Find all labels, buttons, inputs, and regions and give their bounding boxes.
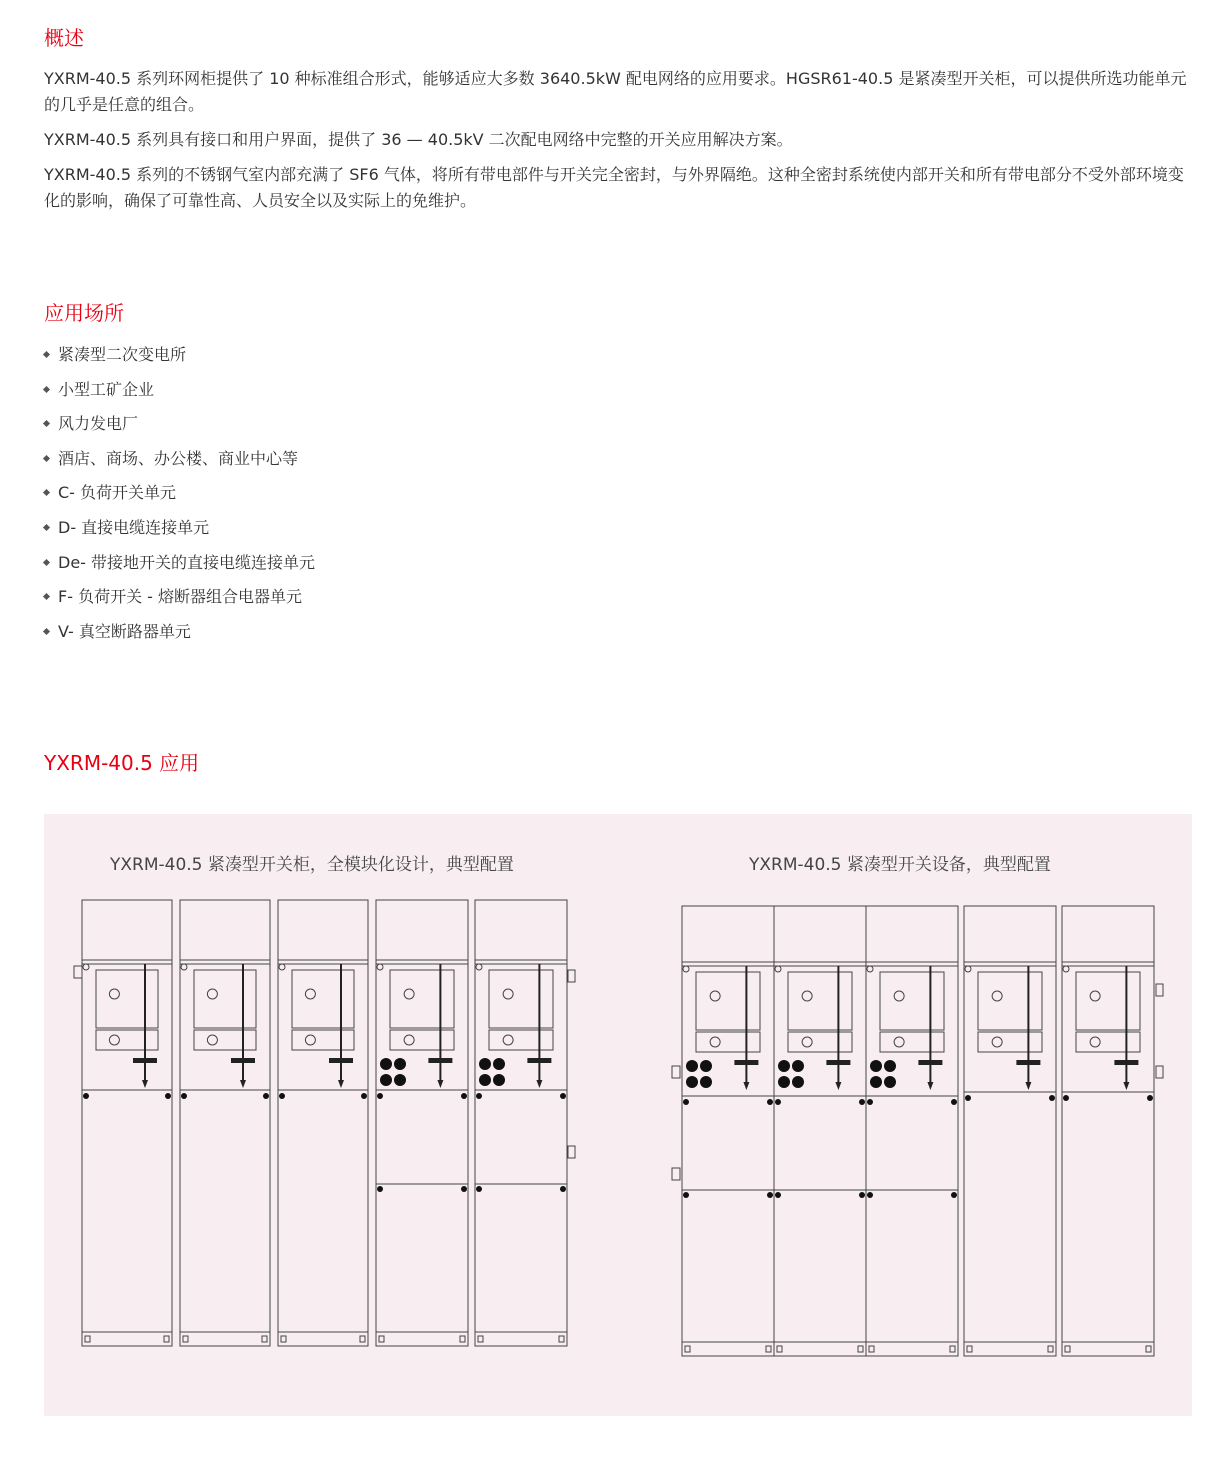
overview-paragraph-1: YXRM-40.5 系列环网柜提供了 10 种标准组合形式，能够适应大多数 3640.5kW 配电网络的应用要求。HGSR61-40.5 是紧凑型开关柜，可以提供所选功能单元的几乎是任意的组合。 <box>44 69 1187 114</box>
indicator-icon <box>792 1060 804 1072</box>
switch-symbol-icon <box>503 989 513 999</box>
bolt-icon <box>476 1186 482 1192</box>
control-panel <box>390 970 454 1028</box>
foot-icon <box>379 1336 384 1342</box>
diamond-bullet-icon <box>43 628 50 635</box>
arrow-down-icon <box>1123 1082 1129 1090</box>
gauge-icon <box>279 964 285 970</box>
foot-icon <box>1065 1346 1070 1352</box>
busbar <box>1062 962 1154 966</box>
gauge-icon <box>867 966 873 972</box>
diamond-bullet-icon <box>43 524 50 531</box>
side-handle-icon <box>568 970 575 982</box>
bolt-icon <box>560 1186 566 1192</box>
control-panel <box>489 970 553 1028</box>
switch-symbol-icon <box>207 1035 217 1045</box>
terminal-block <box>826 1060 850 1065</box>
bolt-icon <box>361 1093 367 1099</box>
diagram-left-title: YXRM-40.5 紧凑型开关柜，全模块化设计，典型配置 <box>110 855 514 875</box>
switch-symbol-icon <box>404 1035 414 1045</box>
gauge-icon <box>965 966 971 972</box>
foot-icon <box>262 1336 267 1342</box>
switchgear-diagram-right <box>672 906 1172 1366</box>
bolt-icon <box>377 1093 383 1099</box>
terminal-block <box>918 1060 942 1065</box>
terminal-block <box>231 1058 255 1063</box>
diagram-right-title: YXRM-40.5 紧凑型开关设备，典型配置 <box>749 855 1051 875</box>
diamond-bullet-icon <box>43 420 50 427</box>
bolt-icon <box>377 1186 383 1192</box>
busbar <box>866 962 958 966</box>
arrow-down-icon <box>1025 1082 1031 1090</box>
bolt-icon <box>867 1099 873 1105</box>
mechanism-panel <box>390 1030 454 1050</box>
overview-paragraph-2: YXRM-40.5 系列具有接口和用户界面，提供了 36 — 40.5kV 二次配电网络中完整的开关应用解决方案。 <box>44 130 793 149</box>
bolt-icon <box>1063 1095 1069 1101</box>
switch-symbol-icon <box>503 1035 513 1045</box>
diamond-bullet-icon <box>43 593 50 600</box>
indicator-icon <box>686 1060 698 1072</box>
switch-symbol-icon <box>1090 991 1100 1001</box>
indicator-icon <box>686 1076 698 1088</box>
bolt-icon <box>951 1099 957 1105</box>
foot-icon <box>360 1336 365 1342</box>
indicator-icon <box>479 1058 491 1070</box>
list-item: D- 直接电缆连接单元 <box>44 515 315 550</box>
side-handle-icon <box>672 1168 680 1180</box>
busbar <box>180 960 270 964</box>
terminal-block <box>133 1058 157 1063</box>
control-panel <box>1076 972 1140 1030</box>
applications-title: 应用场所 <box>44 301 124 325</box>
indicator-icon <box>394 1058 406 1070</box>
bolt-icon <box>83 1093 89 1099</box>
busbar <box>964 962 1056 966</box>
mechanism-panel <box>96 1030 158 1050</box>
mechanism-panel <box>696 1032 760 1052</box>
gauge-icon <box>683 966 689 972</box>
foot-icon <box>858 1346 863 1352</box>
diamond-bullet-icon <box>43 351 50 358</box>
foot-icon <box>460 1336 465 1342</box>
bolt-icon <box>683 1192 689 1198</box>
foot-icon <box>777 1346 782 1352</box>
terminal-block <box>527 1058 551 1063</box>
gauge-icon <box>775 966 781 972</box>
foot-icon <box>559 1336 564 1342</box>
switch-symbol-icon <box>305 989 315 999</box>
arrow-down-icon <box>240 1080 246 1088</box>
bolt-icon <box>1147 1095 1153 1101</box>
indicator-icon <box>884 1076 896 1088</box>
foot-icon <box>281 1336 286 1342</box>
list-item: 风力发电厂 <box>44 411 315 446</box>
list-item: F- 负荷开关 - 熔断器组合电器单元 <box>44 584 315 619</box>
foot-icon <box>478 1336 483 1342</box>
mechanism-panel <box>292 1030 354 1050</box>
applications-list <box>44 342 315 653</box>
bolt-icon <box>683 1099 689 1105</box>
switch-symbol-icon <box>894 1037 904 1047</box>
side-handle-icon <box>1156 984 1163 996</box>
bolt-icon <box>775 1192 781 1198</box>
indicator-icon <box>870 1060 882 1072</box>
gauge-icon <box>181 964 187 970</box>
control-panel <box>96 970 158 1028</box>
arrow-down-icon <box>927 1082 933 1090</box>
terminal-block <box>329 1058 353 1063</box>
indicator-icon <box>394 1074 406 1086</box>
switch-symbol-icon <box>305 1035 315 1045</box>
switch-symbol-icon <box>894 991 904 1001</box>
switch-symbol-icon <box>1090 1037 1100 1047</box>
bolt-icon <box>859 1192 865 1198</box>
cabinet-outline <box>278 900 368 1346</box>
arrow-down-icon <box>743 1082 749 1090</box>
foot-icon <box>1146 1346 1151 1352</box>
switch-symbol-icon <box>802 1037 812 1047</box>
mechanism-panel <box>489 1030 553 1050</box>
diagram-panel <box>44 814 1192 1416</box>
gauge-icon <box>476 964 482 970</box>
foot-icon <box>685 1346 690 1352</box>
foot-icon <box>766 1346 771 1352</box>
diamond-bullet-icon <box>43 386 50 393</box>
control-panel <box>696 972 760 1030</box>
list-item: 酒店、商场、办公楼、商业中心等 <box>44 446 315 481</box>
arrow-down-icon <box>536 1080 542 1088</box>
switch-symbol-icon <box>710 991 720 1001</box>
foot-icon <box>183 1336 188 1342</box>
list-item: V- 真空断路器单元 <box>44 619 315 654</box>
switch-symbol-icon <box>109 989 119 999</box>
indicator-icon <box>479 1074 491 1086</box>
side-handle-icon <box>672 1066 680 1078</box>
control-panel <box>978 972 1042 1030</box>
bolt-icon <box>1049 1095 1055 1101</box>
indicator-icon <box>493 1074 505 1086</box>
control-panel <box>788 972 852 1030</box>
bolt-icon <box>965 1095 971 1101</box>
busbar <box>774 962 866 966</box>
arrow-down-icon <box>338 1080 344 1088</box>
diamond-bullet-icon <box>43 559 50 566</box>
bolt-icon <box>461 1093 467 1099</box>
indicator-icon <box>778 1060 790 1072</box>
indicator-icon <box>700 1076 712 1088</box>
foot-icon <box>85 1336 90 1342</box>
cabinet-outline <box>82 900 172 1346</box>
mechanism-panel <box>978 1032 1042 1052</box>
bolt-icon <box>867 1192 873 1198</box>
indicator-icon <box>380 1058 392 1070</box>
bolt-icon <box>165 1093 171 1099</box>
bolt-icon <box>263 1093 269 1099</box>
switch-symbol-icon <box>207 989 217 999</box>
terminal-block <box>734 1060 758 1065</box>
indicator-icon <box>778 1076 790 1088</box>
indicator-icon <box>380 1074 392 1086</box>
busbar <box>82 960 172 964</box>
indicator-icon <box>870 1076 882 1088</box>
mechanism-panel <box>788 1032 852 1052</box>
terminal-block <box>428 1058 452 1063</box>
control-panel <box>880 972 944 1030</box>
list-item: De- 带接地开关的直接电缆连接单元 <box>44 550 315 585</box>
switch-symbol-icon <box>992 1037 1002 1047</box>
foot-icon <box>1048 1346 1053 1352</box>
switch-symbol-icon <box>710 1037 720 1047</box>
usage-title: YXRM-40.5 应用 <box>44 751 200 775</box>
bolt-icon <box>767 1192 773 1198</box>
mechanism-panel <box>194 1030 256 1050</box>
indicator-icon <box>884 1060 896 1072</box>
gauge-icon <box>83 964 89 970</box>
bolt-icon <box>279 1093 285 1099</box>
busbar <box>278 960 368 964</box>
busbar <box>475 960 567 964</box>
foot-icon <box>164 1336 169 1342</box>
indicator-icon <box>792 1076 804 1088</box>
cabinet-outline <box>475 900 567 1346</box>
terminal-block <box>1114 1060 1138 1065</box>
bolt-icon <box>560 1093 566 1099</box>
diamond-bullet-icon <box>43 455 50 462</box>
list-item: 小型工矿企业 <box>44 377 315 412</box>
busbar <box>682 962 774 966</box>
indicator-icon <box>700 1060 712 1072</box>
bolt-icon <box>461 1186 467 1192</box>
gauge-icon <box>377 964 383 970</box>
list-item: 紧凑型二次变电所 <box>44 342 315 377</box>
switch-symbol-icon <box>992 991 1002 1001</box>
terminal-block <box>1016 1060 1040 1065</box>
bolt-icon <box>181 1093 187 1099</box>
switch-symbol-icon <box>802 991 812 1001</box>
side-handle-icon <box>568 1146 575 1158</box>
mechanism-panel <box>880 1032 944 1052</box>
bolt-icon <box>859 1099 865 1105</box>
arrow-down-icon <box>142 1080 148 1088</box>
cabinet-outline <box>180 900 270 1346</box>
cabinet-outline <box>376 900 468 1346</box>
arrow-down-icon <box>835 1082 841 1090</box>
mechanism-panel <box>1076 1032 1140 1052</box>
bolt-icon <box>476 1093 482 1099</box>
foot-icon <box>869 1346 874 1352</box>
switchgear-diagram-left <box>74 900 584 1360</box>
gauge-icon <box>1063 966 1069 972</box>
bolt-icon <box>767 1099 773 1105</box>
side-handle-icon <box>74 966 82 978</box>
diamond-bullet-icon <box>43 489 50 496</box>
indicator-icon <box>493 1058 505 1070</box>
bolt-icon <box>775 1099 781 1105</box>
foot-icon <box>950 1346 955 1352</box>
side-handle-icon <box>1156 1066 1163 1078</box>
overview-title: 概述 <box>44 26 84 50</box>
overview-paragraph-3: YXRM-40.5 系列的不锈钢气室内部充满了 SF6 气体，将所有带电部件与开关完全密封，与外界隔绝。这种全密封系统使内部开关和所有带电部分不受外部环境变化的影响，确保了可靠性高、人员安全以及实际上的免维护。 <box>44 165 1184 210</box>
list-item: C- 负荷开关单元 <box>44 480 315 515</box>
arrow-down-icon <box>437 1080 443 1088</box>
control-panel <box>292 970 354 1028</box>
control-panel <box>194 970 256 1028</box>
bolt-icon <box>951 1192 957 1198</box>
switch-symbol-icon <box>404 989 414 999</box>
foot-icon <box>967 1346 972 1352</box>
busbar <box>376 960 468 964</box>
switch-symbol-icon <box>109 1035 119 1045</box>
